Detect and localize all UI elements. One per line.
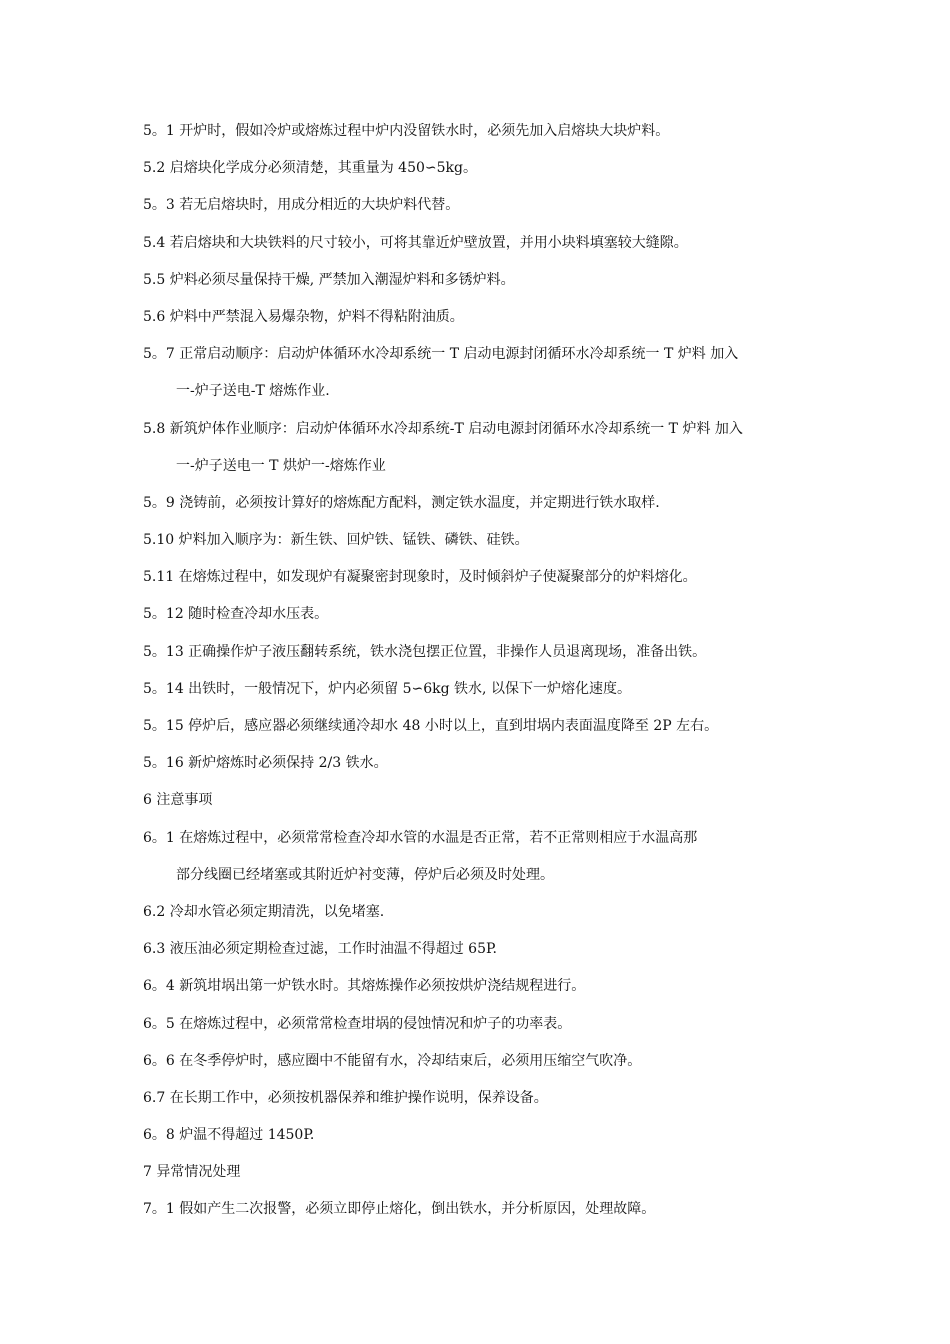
paragraph-line: 5.6 炉料中严禁混入易爆杂物，炉料不得粘附油质。: [143, 308, 464, 325]
paragraph-line: 5.5 炉料必须尽量保持干燥, 严禁加入潮湿炉料和多锈炉料。: [143, 271, 515, 288]
paragraph-line: 6。8 炉温不得超过 1450P.: [143, 1127, 315, 1144]
paragraph-line: 5。1 开炉时，假如冷炉或熔炼过程中炉内没留铁水时，必须先加入启熔块大块炉料。: [143, 123, 670, 139]
paragraph-continuation-line: 部分线圈已经堵塞或其附近炉衬变薄，停炉后必须及时处理。: [176, 866, 554, 883]
paragraph-line: 7。1 假如产生二次报警，必须立即停止熔化，倒出铁水，并分析原因，处理故障。: [143, 1201, 656, 1218]
paragraph-line: 5.4 若启熔块和大块铁料的尺寸较小，可将其靠近炉壁放置，并用小块料填塞较大缝隙。: [143, 234, 688, 251]
paragraph-line: 5.10 炉料加入顺序为：新生铁、回炉铁、锰铁、磷铁、硅铁。: [143, 532, 529, 549]
paragraph-continuation-line: 一-炉子送电-T 熔炼作业.: [176, 383, 330, 400]
section-heading: 6 注意事项: [143, 792, 213, 809]
paragraph-line: 5.2 启熔块化学成分必须清楚，其重量为 450∽5kg。: [143, 160, 477, 177]
paragraph-line: 6。4 新筑坩埚出第一炉铁水时。其熔炼操作必须按烘炉浇结规程进行。: [143, 978, 586, 995]
paragraph-line: 5。3 若无启熔块时，用成分相近的大块炉料代替。: [143, 197, 460, 214]
section-heading: 7 异常情况处理: [143, 1164, 241, 1181]
paragraph-line: 6.3 液压油必须定期检查过滤，工作时油温不得超过 65P.: [143, 941, 498, 958]
paragraph-line: 5。15 停炉后，感应器必须继续通冷却水 48 小时以上，直到坩埚内表面温度降至 2P 左右。: [143, 718, 719, 734]
paragraph-line: 6。5 在熔炼过程中，必须常常检查坩埚的侵蚀情况和炉子的功率表。: [143, 1015, 572, 1032]
paragraph-line: 5.11 在熔炼过程中，如发现炉有凝聚密封现象时，及时倾斜炉子使凝聚部分的炉料熔化。: [143, 569, 697, 586]
paragraph-line: 5。14 出铁时，一般情况下，炉内必须留 5∽6kg 铁水, 以保下一炉熔化速度。: [143, 680, 631, 697]
paragraph-line: 6.7 在长期工作中，必须按机器保养和维护操作说明，保养设备。: [143, 1089, 548, 1106]
paragraph-line: 6.2 冷却水管必须定期清洗，以免堵塞.: [143, 903, 385, 920]
paragraph-line: 6。6 在冬季停炉时，感应圈中不能留有水，冷却结束后，必须用压缩空气吹净。: [143, 1052, 642, 1069]
paragraph-line: 5。12 随时检查冷却水压表。: [143, 606, 329, 623]
paragraph-line: 5。16 新炉熔炼时必须保持 2/3 铁水。: [143, 755, 388, 772]
paragraph-line: 5。9 浇铸前，必须按计算好的熔炼配方配料，测定铁水温度，并定期进行铁水取样.: [143, 494, 660, 511]
paragraph-line: 5.8 新筑炉体作业顺序：启动炉体循环水冷却系统-T 启动电源封闭循环水冷却系统一 T 炉料 加入: [143, 420, 743, 437]
paragraph-continuation-line: 一-炉子送电一 T 烘炉一-熔炼作业: [176, 457, 386, 474]
paragraph-line: 6。1 在熔炼过程中，必须常常检查冷却水管的水温是否正常，若不正常则相应于水温高那: [143, 829, 698, 846]
paragraph-line: 5。13 正确操作炉子液压翻转系统，铁水浇包摆正位置，非操作人员退离现场，准备出铁。: [143, 643, 707, 660]
document-body: [143, 120, 833, 1236]
paragraph-line: 5。7 正常启动顺序：启动炉体循环水冷却系统一 T 启动电源封闭循环水冷却系统一 T 炉料 加入: [143, 346, 739, 363]
